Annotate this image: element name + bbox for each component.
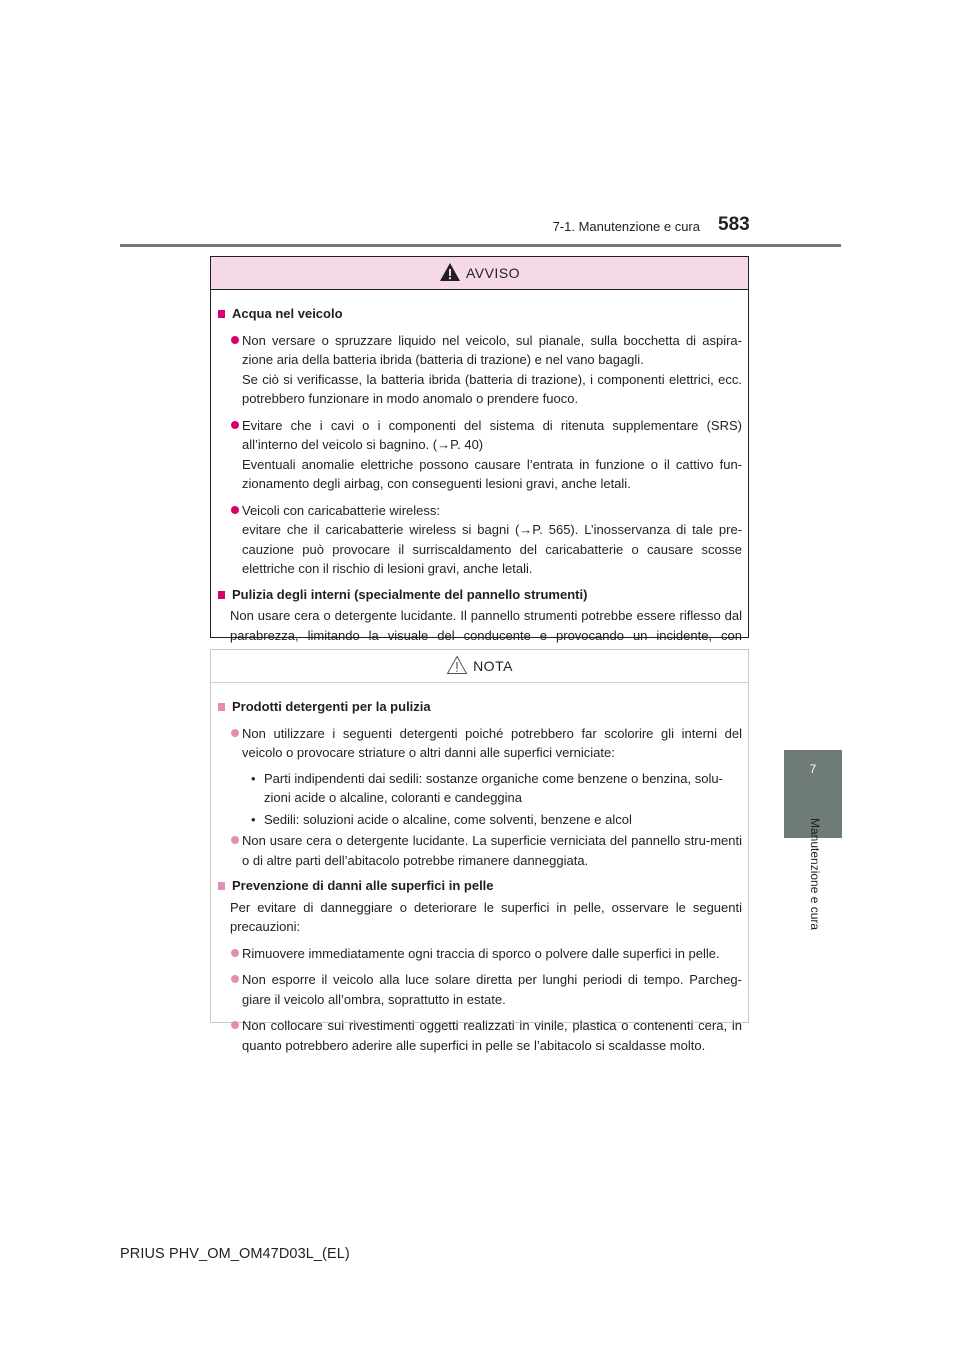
section-heading: Pulizia degli interni (specialmente del pannello strumenti) [218, 585, 742, 605]
sub-list-item: • Parti indipendenti dai sedili: sostanze organiche come benzene o benzina, solu-zioni acide o alcaline, coloranti e candeggina [251, 770, 723, 805]
header-rule [120, 244, 841, 247]
section-heading: Prevenzione di danni alle superfici in pelle [218, 876, 742, 896]
bullet-dot-icon [231, 1021, 239, 1029]
bullet-dot-icon [231, 729, 239, 737]
notice-box [210, 649, 749, 1053]
sub-bullet-mark: • [251, 770, 256, 786]
sub-list-item: • Sedili: soluzioni acide o alcaline, come solventi, benzene e alcol [218, 810, 742, 830]
list-item: Non collocare sui rivestimenti oggetti realizzati in vinile, plastica o contenenti cera, in quanto potrebbero aderire alle superfici in pelle se l’abitacolo si scaldasse molto. [218, 1016, 742, 1055]
list-item: Evitare che i cavi o i componenti del sistema di ritenuta supplementare (SRS) all’interno del veicolo si bagnino. (→P. 40) Eventuali anomalie elettriche possono causare l’entrata in funzione o il cattivo fun-zionamento degli airbag, con conseguenti lesioni gravi, anche letali. [218, 416, 742, 494]
warning-header [211, 257, 748, 290]
square-bullet-icon [218, 882, 225, 890]
bullet-dot-icon [231, 949, 239, 957]
section-heading: Acqua nel veicolo [218, 304, 742, 324]
bullet-dot-icon [231, 421, 239, 429]
chapter-label: Manutenzione e cura [808, 818, 822, 931]
notice-title: NOTA [473, 658, 513, 674]
square-bullet-icon [218, 310, 225, 318]
square-bullet-icon [218, 703, 225, 711]
warning-title: AVVISO [465, 265, 521, 281]
sub-bullet-mark: • [251, 811, 256, 827]
paragraph: Non usare cera o detergente lucidante. Il pannello strumenti potrebbe essere riflesso dal parabrezza, limitando la visuale del conducente e provocando un incidente, con [230, 608, 742, 643]
list-item: Non versare o spruzzare liquido nel veicolo, sul pianale, sulla bocchetta di aspira-zione aria della batteria ibrida (batteria di trazione) e nel vano bagagli. Se ciò si verificasse, la batteria ibrida (batteria di trazione), i componenti elettrici, ecc. potrebbero funzionare in modo anomalo o prendere fuoco. [218, 331, 742, 409]
warning-body [211, 290, 748, 665]
document-code: PRIUS PHV_OM_OM47D03L_(EL) [120, 1246, 350, 1262]
paragraph: Per evitare di danneggiare o deteriorare le superfici in pelle, osservare le seguenti precauzioni: [230, 899, 742, 934]
section-heading: Prodotti detergenti per la pulizia [218, 697, 742, 717]
chapter-number: 7 [809, 762, 817, 776]
section-title: 7-1. Manutenzione e cura [552, 219, 700, 234]
warning-triangle-icon [439, 262, 461, 282]
bullet-dot-icon [231, 336, 239, 344]
page-number: 583 [718, 214, 750, 235]
warning-box [210, 256, 749, 643]
square-bullet-icon [218, 591, 225, 599]
notice-header [211, 650, 748, 683]
list-item: Non utilizzare i seguenti detergenti poiché potrebbero far scolorire gli interni del veicolo o provocare striature o altri danni alle superfici verniciate: [218, 724, 742, 763]
list-item: Veicoli con caricabatterie wireless: evitare che il caricabatterie wireless si bagni (→P. 565). L’inosservanza di tale pre-cauzione può provocare il surriscaldamento del caricabatterie o causare scosse elettriche con il rischio di lesioni gravi, anche letali. [218, 501, 742, 579]
list-item: Non esporre il veicolo alla luce solare diretta per lunghi periodi di tempo. Parcheg-giare il veicolo all’ombra, soprattutto in estate. [218, 970, 742, 1009]
caution-triangle-icon [446, 655, 468, 675]
bullet-dot-icon [231, 506, 239, 514]
notice-body [211, 683, 748, 1055]
bullet-dot-icon [231, 975, 239, 983]
list-item: Non usare cera o detergente lucidante. La superficie verniciata del pannello stru-menti o di altre parti dell’abitacolo potrebbe rimanere danneggiata. [218, 831, 742, 870]
list-item: Rimuovere immediatamente ogni traccia di sporco o polvere dalle superfici in pelle. [218, 944, 742, 964]
bullet-dot-icon [231, 836, 239, 844]
